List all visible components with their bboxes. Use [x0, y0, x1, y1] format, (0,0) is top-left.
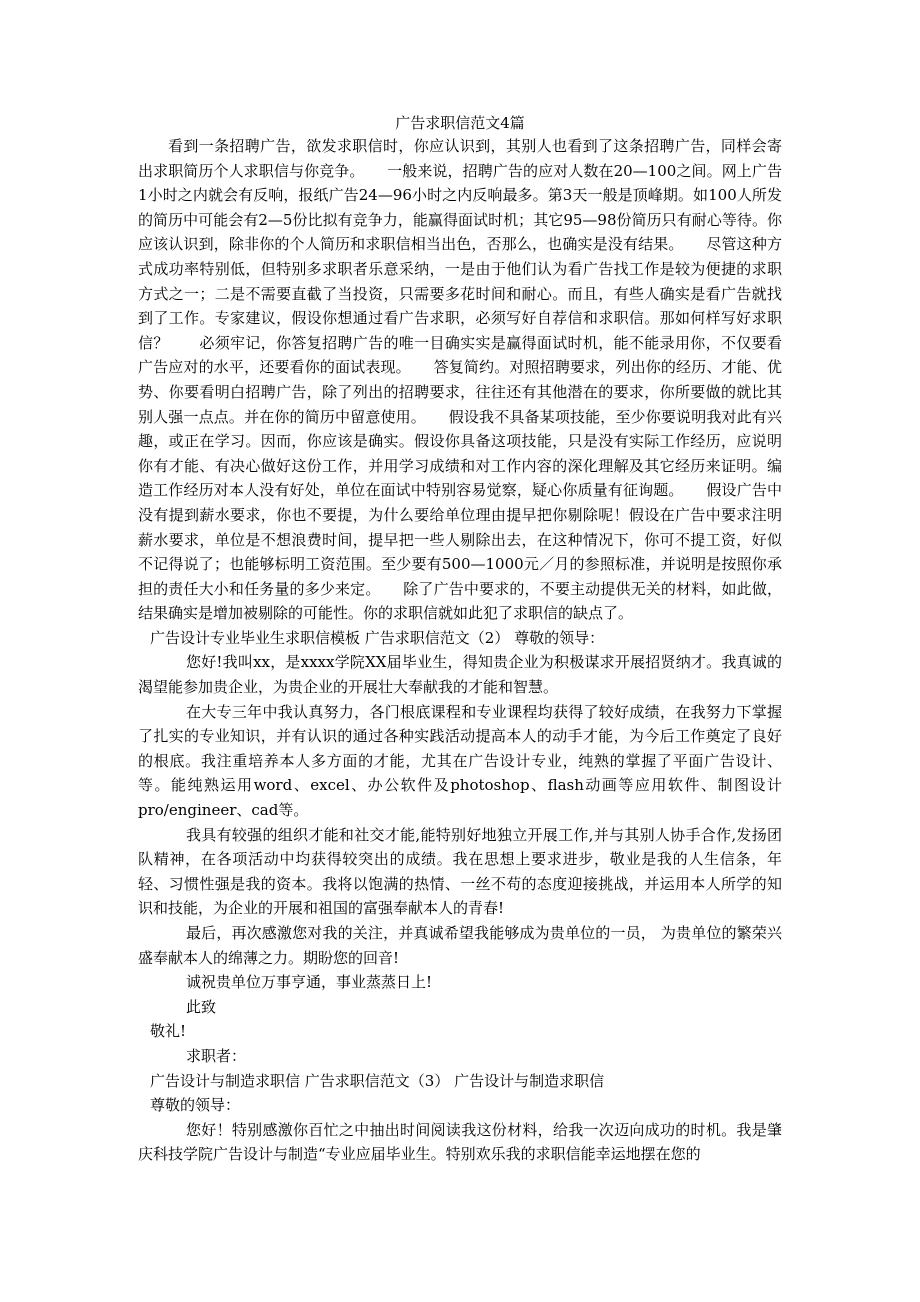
paragraph-greeting: 您好!我叫xx，是xxxx学院XX届毕业生，得知贵企业为积极谋求开展招贤纳才。我真诚的渴望能参加贵企业，为贵企业的开展壮大奉献我的才能和智慧。	[138, 653, 782, 697]
document-title: 广告求职信范文4篇	[395, 114, 525, 132]
paragraph-applicant: 求职者：	[186, 1046, 247, 1065]
paragraph-regards: 敬礼!	[150, 1022, 187, 1041]
paragraph-greeting-3: 尊敬的领导：	[150, 1096, 241, 1115]
section-heading-2: 广告设计专业毕业生求职信模板 广告求职信范文（2） 尊敬的领导：	[150, 628, 605, 647]
paragraph-wishes: 诚祝贵单位万事亨通，事业蒸蒸日上!	[186, 973, 433, 992]
section-heading-3: 广告设计与制造求职信 广告求职信范文（3） 广告设计与制造求职信	[150, 1071, 605, 1090]
paragraph-skills: 我具有较强的组织才能和社交才能,能特别好地独立开展工作,并与其别人协手合作,发扬团队精神，在各项活动中均获得较突出的成绩。我在思想上要求进步，敬业是我的人生信条，年轻、习惯性强是我的资本。我将以饱满的热情、一丝不苟的态度迎接挑战，并运用本人所学的知识和技能，为企业的开展和祖国的富强奉献本人的青春!	[138, 825, 782, 918]
paragraph-education: 在大专三年中我认真努力，各门根底课程和专业课程均获得了较好成绩，在我努力下掌握了扎实的专业知识，并有认识的通过各种实践活动提高本人的动手才能，为今后工作奠定了良好的根底。我注重培养本人多方面的才能，尤其在广告设计专业，纯熟的掌握了平面广告设计、等。能纯熟运用word、excel、办公软件及photoshop、flash动画等应用软件、制图设计pro/engineer、cad等。	[138, 702, 782, 820]
paragraph-salutation: 此致	[186, 997, 217, 1016]
paragraph-intro: 看到一条招聘广告，欲发求职信时，你应认识到，其别人也看到了这条招聘广告，同样会寄出求职简历个人求职信与你竞争。 一般来说，招聘广告的应对人数在20—100之间。网上广告1小时之内就会有反响，报纸广告24—96小时之内反响最多。第3天一般是顶峰期。如100人所发的简历中可能会有2—5份比拟有竞争力，能赢得面试时机；其它95—98份简历只有耐心等待。你应该认识到，除非你的个人简历和求职信相当出色，否那么，也确实是没有结果。 尽管这种方式成功率特别低，但特别多求职者乐意采纳，一是由于他们认为看广告找工作是较为便捷的求职方式之一；二是不需要直截了当投资，只需要多花时间和耐心。而且，有些人确实是看广告就找到了工作。专家建议，假设你想通过看广告求职，必须写好自荐信和求职信。那如何样写好求职信？ 必须牢记，你答复招聘广告的唯一目确实实是赢得面试时机，能不能录用你，不仅要看广告应对的水平，还要看你的面试表现。 答复简约。对照招聘要求，列出你的经历、才能、优势、你要看明白招聘广告，除了列出的招聘要求，往往还有其他潜在的要求，你所要做的就比其别人强一点点。并在你的简历中留意使用。 假设我不具备某项技能，至少你要说明我对此有兴趣，或正在学习。因而，你应该是确实。假设你具备这项技能，只是没有实际工作经历，应说明你有才能、有决心做好这份工作，并用学习成绩和对工作内容的深化理解及其它经历来证明。编造工作经历对本人没有好处，单位在面试中特别容易觉察，疑心你质量有征询题。 假设广告中没有提到薪水要求，你也不要提，为什么要给单位理由提早把你剔除呢！假设在广告中要求注明薪水要求，单位是不想浪费时间，提早把一些人剔除出去，在这种情况下，你可不提工资，好似不记得说了；也能够标明工资范围。至少要有500—1000元／月的参照标准，并说明是按照你承担的责任大小和任务量的多少来定。 除了广告中要求的，不要主动提供无关的材料，如此做，结果确实是增加被剔除的可能性。你的求职信就如此犯了求职信的缺点了。	[138, 137, 782, 623]
paragraph-closing: 最后，再次感激您对我的关注，并真诚希望我能够成为贵单位的一员， 为贵单位的繁荣兴盛奉献本人的绵薄之力。期盼您的回音!	[138, 924, 782, 967]
paragraph-intro-3: 您好！特别感激你百忙之中抽出时间阅读我这份材料，给我一次迈向成功的时机。我是肇庆科技学院广告设计与制造“专业应届毕业生。特别欢乐我的求职信能幸运地摆在您的	[138, 1120, 782, 1164]
